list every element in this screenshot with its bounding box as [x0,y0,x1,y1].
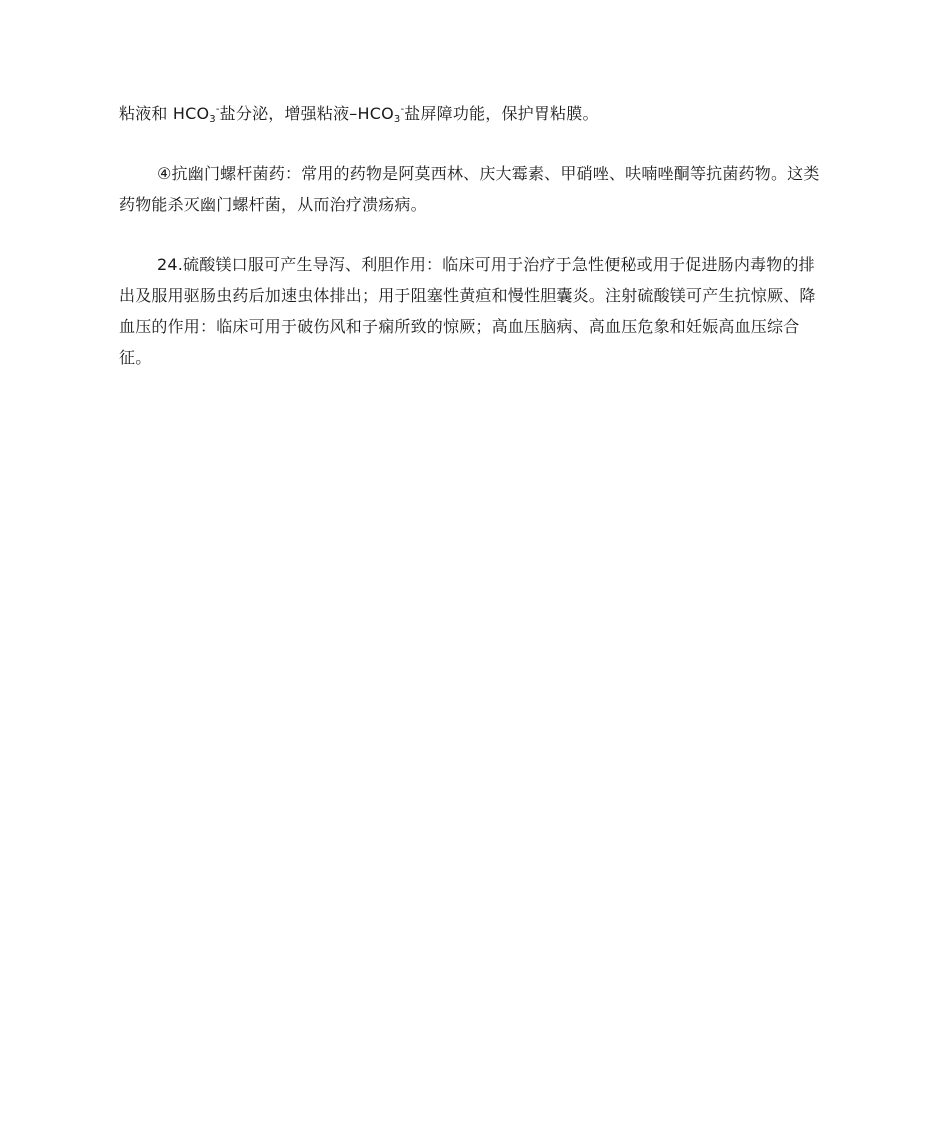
p1-subscript-1: 3 [209,114,216,125]
p1-superscript-1: - [215,104,220,115]
paragraph-magnesium-sulfate: 24.硫酸镁口服可产生导泻、利胆作用：临床可用于治疗于急性便秘或用于促进肠内毒物的排出及服用驱肠虫药后加速虫体排出；用于阻塞性黄疸和慢性胆囊炎。注射硫酸镁可产生抗惊厥、降血压的作用：临床可用于破伤风和子痫所致的惊厥；高血压脑病、高血压危象和妊娠高血压综合征。 [119,255,816,367]
paragraph-anti-h-pylori: ④抗幽门螺杆菌药：常用的药物是阿莫西林、庆大霉素、甲硝唑、呋喃唑酮等抗菌药物。这类药物能杀灭幽门螺杆菌，从而治疗溃疡病。 [119,164,820,214]
document-body [119,98,831,373]
p1-superscript-2: - [400,104,405,115]
paragraph-gastric-mucosa [119,98,831,129]
p1-text-3: 盐屏障功能，保护胃粘膜。 [404,104,599,123]
p1-text-2: 盐分泌，增强粘液–HCO [219,104,394,123]
p1-subscript-2: 3 [393,114,401,125]
p1-text-1: 粘液和 HCO [119,104,210,123]
